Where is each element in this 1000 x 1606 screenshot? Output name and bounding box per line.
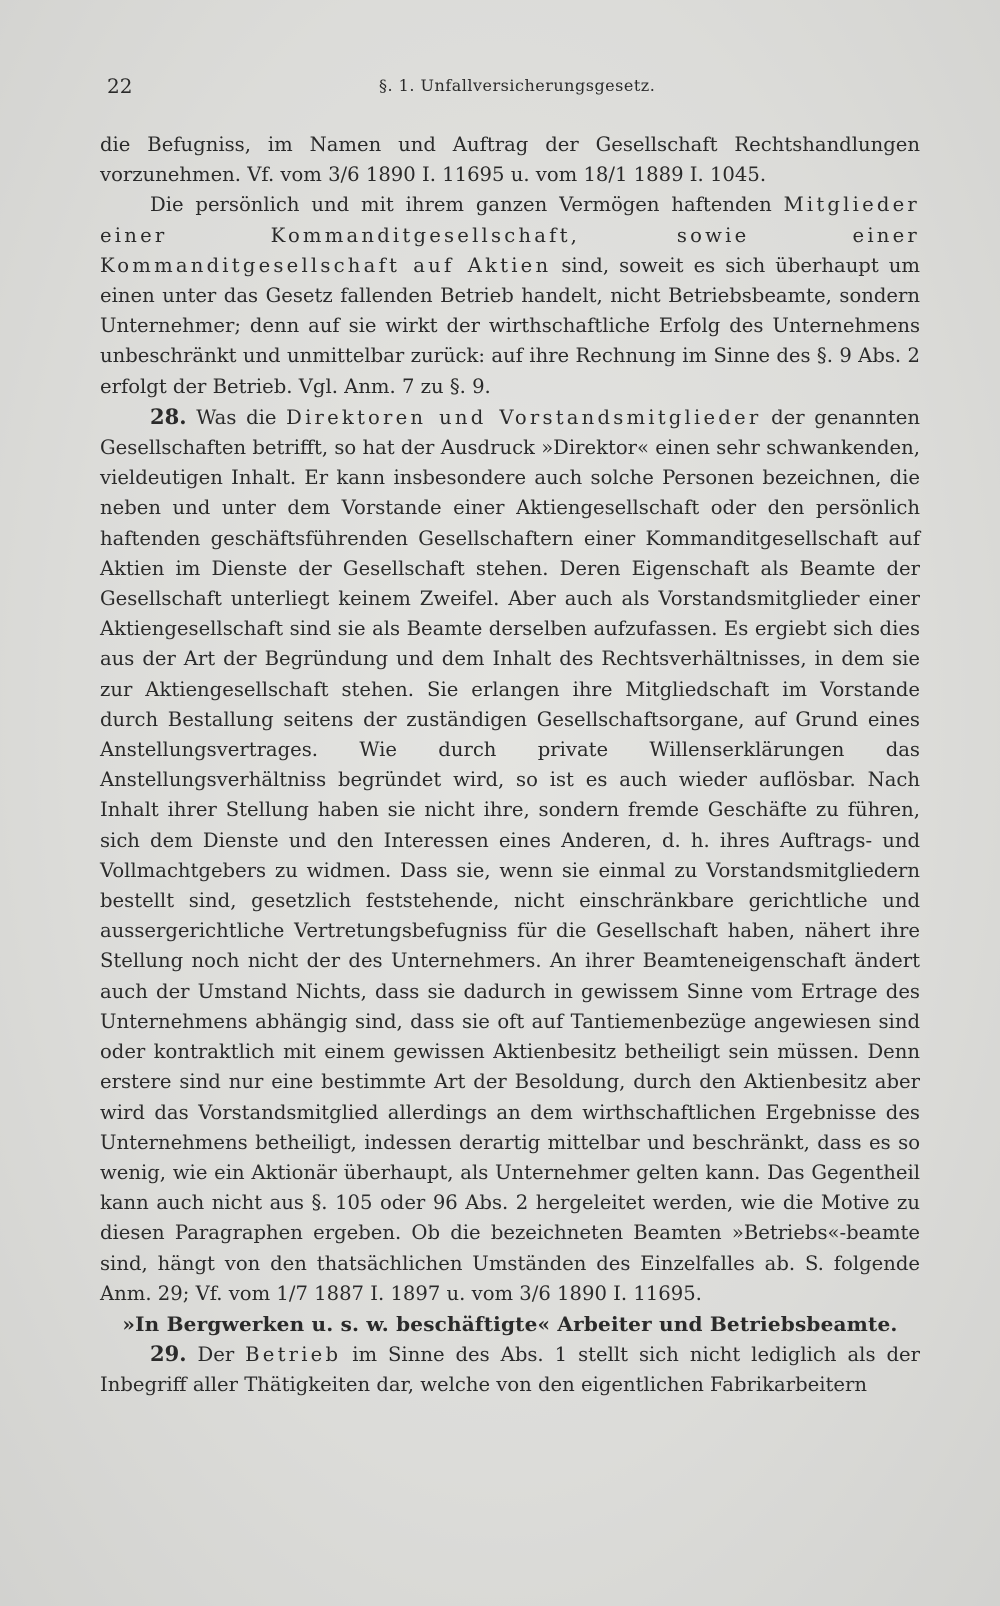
section-heading: »In Bergwerken u. s. w. beschäftigte« Arbeiter und Betriebsbeamte. xyxy=(122,1311,898,1336)
text-segment: sind, soweit es sich überhaupt um einen unter das Gesetz fallenden Betrieb handelt, nicht Betriebsbeamte, sondern Unternehmer; denn auf sie wirkt der wirthschaftliche Erfolg des Unternehmens unbeschränkt und unmittelbar zurück: auf ihre Rechnung im Sinne des §. 9 Abs. 2 erfolgt der Betrieb. Vgl. Anm. 7 zu §. 9. xyxy=(100,253,920,398)
note-number: 29. xyxy=(150,1341,187,1367)
emphasis-text: Betrieb xyxy=(245,1343,342,1367)
page-body xyxy=(100,130,920,1401)
text-segment: Die persönlich und mit ihrem ganzen Vermögen haftenden xyxy=(150,193,784,217)
page-header xyxy=(107,74,907,104)
emphasis-text: Direktoren und Vorstandsmitglieder xyxy=(286,405,762,429)
running-title: §. 1. Unfallversicherungsgesetz. xyxy=(379,76,656,95)
text-segment: der genannten Gesellschaften betrifft, so hat der Ausdruck »Direktor« einen sehr schwankenden, vieldeutigen Inhalt. Er kann insbesondere auch solche Personen bezeichnen, die neben und unter dem Vorstande einer Aktiengesellschaft oder den persönlich haftenden geschäftsführenden Gesellschaftern einer Kommanditgesellschaft auf Aktien im Dienste der Gesellschaft stehen. Deren Eigenschaft als Beamte der Gesellschaft unterliegt keinem Zweifel. Aber auch als Vorstandsmitglieder einer Aktiengesellschaft sind sie als Beamte derselben aufzufassen. Es ergiebt sich dies aus der Art der Begründung und dem Inhalt des Rechtsverhältnisses, in dem sie zur Aktiengesellschaft stehen. Sie erlangen ihre Mitgliedschaft im Vorstande durch Bestallung seitens der zuständigen Gesellschaftsorgane, auf Grund eines Anstellungsvertrages. Wie durch private Willenserklärungen das Anstellungsverhältniss begründet wird, so ist es auch wieder auflösbar. Nach Inhalt ihrer Stellung haben sie nicht ihre, sondern fremde Geschäfte zu führen, sich dem Dienste und den Interessen eines Anderen, d. h. ihres Auftrags- und Vollmachtgebers zu widmen. Dass sie, wenn sie einmal zu Vorstandsmitgliedern bestellt sind, gesetzlich feststehende, nicht einschränkbare gerichtliche und aussergerichtliche Vertretungsbefugniss für die Gesellschaft haben, nähert ihre Stellung noch nicht der des Unternehmers. An ihrer Beamteneigenschaft ändert auch der Umstand Nichts, dass sie dadurch in gewissem Sinne vom Ertrage des Unternehmens abhängig sind, dass sie oft auf Tantiemenbezüge angewiesen sind oder kontraktlich mit einem gewissen Aktienbesitz betheiligt sein müssen. Denn erstere sind nur eine bestimmte Art der Besoldung, durch den Aktienbesitz aber wird das Vorstandsmitglied allerdings an dem wirthschaftlichen Ergebnisse des Unternehmens betheiligt, indessen derartig mittelbar und beschränkt, dass es so wenig, wie ein Aktionär überhaupt, als Unternehmer gelten kann. Das Gegentheil kann auch nicht aus §. 105 oder 96 Abs. 2 hergeleitet werden, wie die Motive zu diesen Paragraphen ergeben. Ob die bezeichneten Beamten »Betriebs«-beamte sind, hängt von den thatsächlichen Umständen des Einzelfalles ab. S. folgende Anm. 29; Vf. vom 1/7 1887 I. 1897 u. vom 3/6 1890 I. 11695. xyxy=(100,405,921,1305)
text-segment: Der xyxy=(186,1343,246,1367)
note-number: 28. xyxy=(150,403,187,429)
text-segment: , xyxy=(570,223,677,247)
note-29 xyxy=(100,1339,920,1400)
emphasis-text: Mitglieder einer Kommanditgesellschaft xyxy=(100,193,920,247)
paragraph-partners xyxy=(100,190,920,401)
paragraph-continuation: die Befugniss, im Namen und Auftrag der Gesellschaft Rechtshandlungen vorzunehmen. Vf. vom 3/6 1890 I. 11695 u. vom 18/1 1889 I. 1045. xyxy=(100,133,920,187)
page-number: 22 xyxy=(107,74,133,98)
emphasis-text: sowie einer Kommanditgesellschaft auf Aktien xyxy=(100,223,920,277)
text-segment: Was die xyxy=(186,405,287,429)
note-28 xyxy=(100,402,920,1309)
text-segment: im Sinne des Abs. 1 stellt sich nicht lediglich als der Inbegriff aller Thätigkeiten dar, welche von den eigentlichen Fabrikarbeitern xyxy=(100,1343,920,1397)
